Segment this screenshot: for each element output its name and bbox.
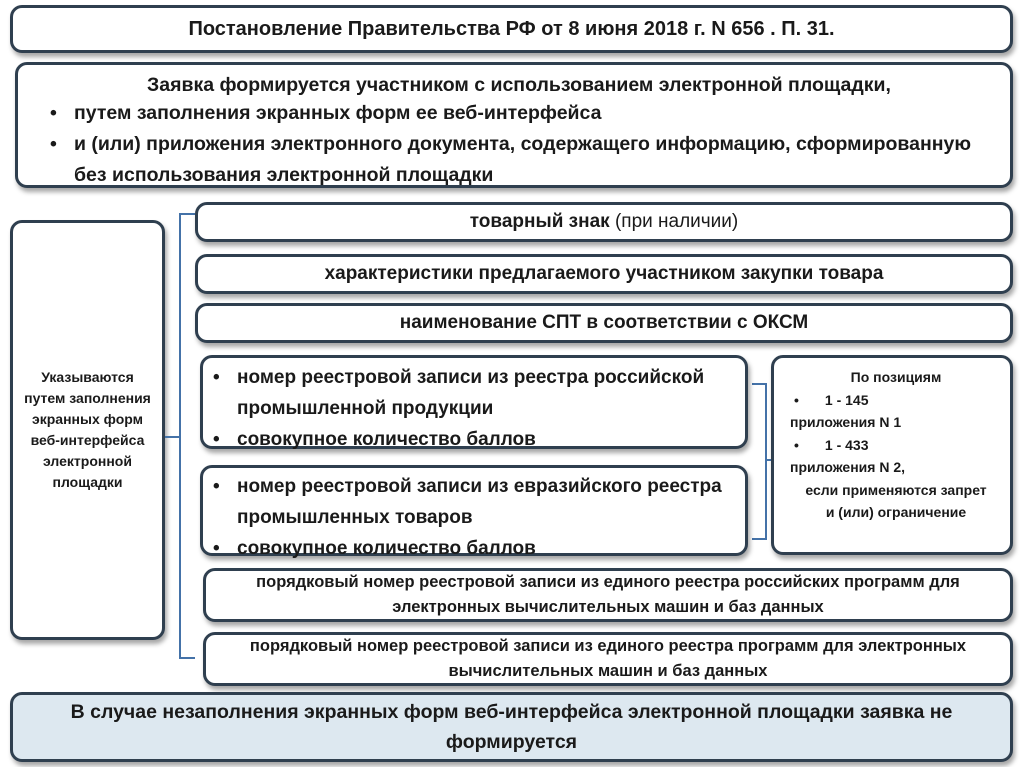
main-bracket: [165, 214, 195, 658]
positions-condition: если применяются запрет и (или) ограничение: [805, 481, 987, 520]
intro-bullet: • путем заполнения экранных форм ее веб-интерфейса: [40, 98, 998, 129]
software-eaeu-text: порядковый номер реестровой записи из единого реестра программ для электронных вычислительных машин и баз данных: [249, 637, 967, 680]
russian-registry-box: [200, 355, 748, 449]
russian-registry-score: • совокупное количество баллов: [203, 424, 737, 455]
trademark-note: (при наличии): [614, 211, 739, 232]
positions-item-2: • 1 - 433: [794, 436, 869, 453]
positions-item-2-ref: приложения N 2,: [790, 459, 906, 475]
software-russian-box: [203, 568, 1013, 622]
country-text: наименование СПТ в соответствии с ОКСМ: [399, 312, 809, 333]
software-eaeu-box: [203, 632, 1013, 686]
eurasian-registry-number: • номер реестровой записи из евразийского реестра промышленных товаров: [203, 471, 737, 533]
eurasian-registry-box: [200, 465, 748, 559]
country-box: [195, 303, 1013, 343]
trademark-box: [195, 202, 1013, 242]
characteristics-text: характеристики предлагаемого участником закупки товара: [324, 263, 884, 284]
header-title: Постановление Правительства РФ от 8 июня 2018 г. N 656 . П. 31.: [188, 17, 835, 40]
positions-box: [771, 355, 1013, 555]
russian-registry-number: • номер реестровой записи из реестра российской промышленной продукции: [203, 362, 737, 424]
positions-item-1: • 1 - 145: [794, 391, 869, 408]
intro-lead: Заявка формируется участником с использованием электронной площадки,: [147, 74, 891, 96]
characteristics-box: [195, 254, 1013, 294]
intro-bullet: • и (или) приложения электронного документа, содержащего информацию, сформированную без использования электронной площадки: [40, 129, 998, 191]
positions-item-1-ref: приложения N 1: [790, 414, 902, 430]
left-panel-text: Указываются путем заполнения экранных форм веб-интерфейса электронной площадки: [24, 369, 151, 490]
software-russian-text: порядковый номер реестровой записи из единого реестра российских программ для электронных вычислительных машин и баз данных: [256, 573, 960, 616]
footer-text: В случае незаполнения экранных форм веб-интерфейса электронной площадки заявка не формируется: [70, 701, 953, 753]
trademark-label: товарный знак: [469, 211, 610, 232]
positions-title: По позициям: [850, 369, 942, 385]
eurasian-registry-score: • совокупное количество баллов: [203, 533, 737, 564]
footer-box: [10, 692, 1013, 762]
